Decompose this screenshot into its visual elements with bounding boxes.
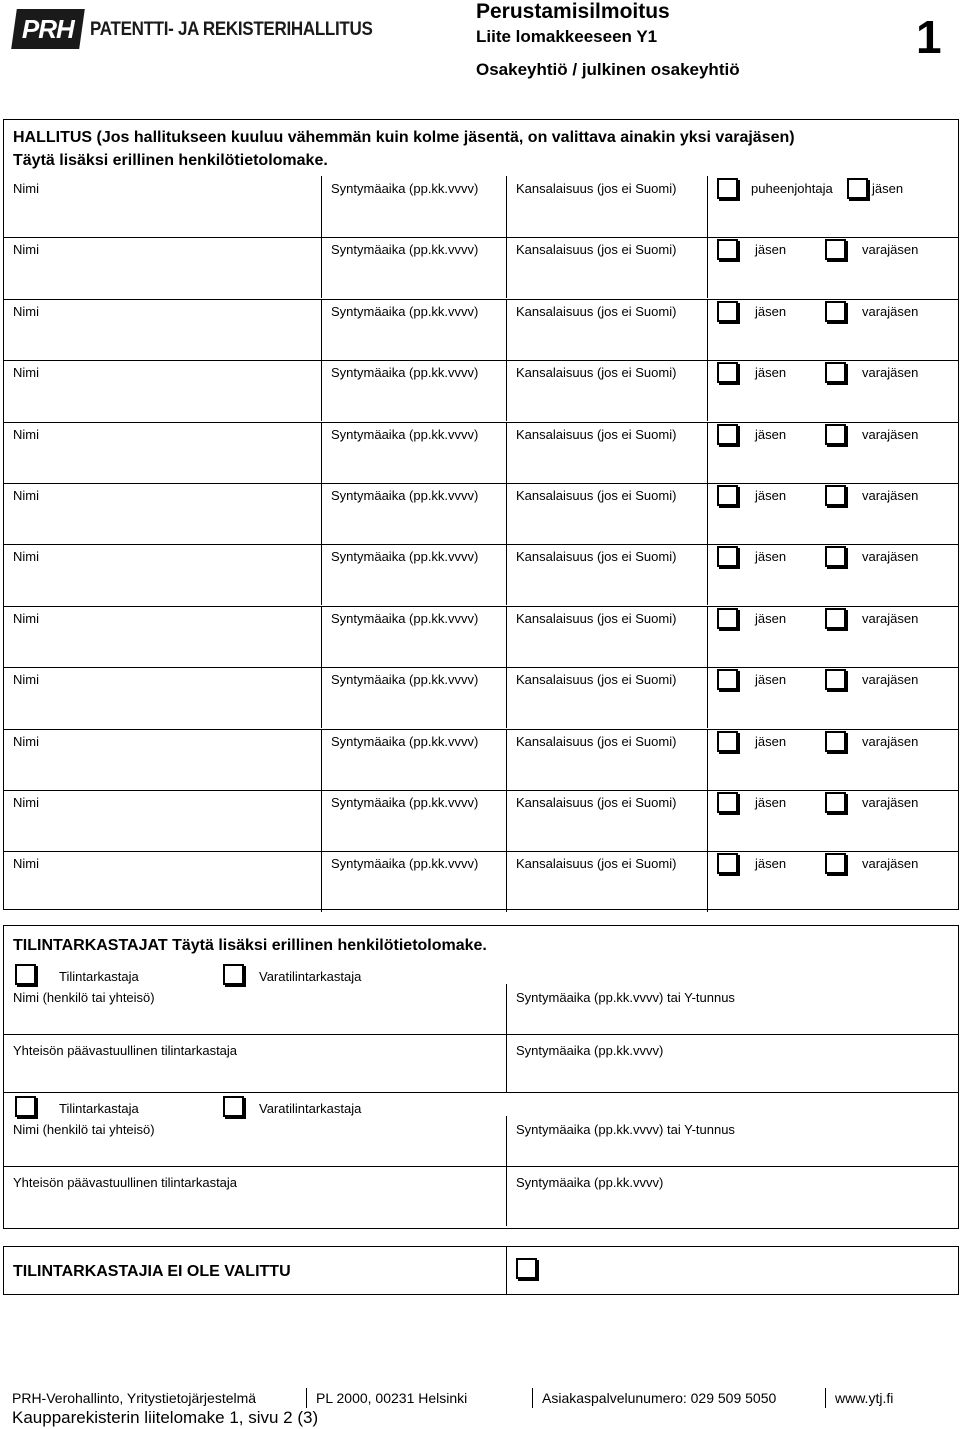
auditor-checkbox[interactable]	[15, 964, 36, 985]
deputy-member-label: varajäsen	[862, 795, 919, 810]
citizenship-label: Kansalaisuus (jos ei Suomi)	[516, 242, 677, 257]
company-type: Osakeyhtiö / julkinen osakeyhtiö	[476, 60, 740, 79]
logo-mark	[11, 9, 85, 49]
deputy-member-label: varajäsen	[862, 427, 919, 442]
auditor-birth-or-id-label: Syntymäaika (pp.kk.vvvv) tai Y-tunnus	[516, 1122, 735, 1137]
column-divider	[321, 667, 322, 728]
citizenship-label: Kansalaisuus (jos ei Suomi)	[516, 181, 677, 196]
member-label: jäsen	[755, 611, 787, 626]
footer-separator	[306, 1388, 307, 1408]
birthdate-label: Syntymäaika (pp.kk.vvvv)	[331, 242, 479, 257]
citizenship-label: Kansalaisuus (jos ei Suomi)	[516, 611, 677, 626]
footer-web[interactable]: www.ytj.fi	[835, 1390, 894, 1406]
deputy-member-label: varajäsen	[862, 365, 919, 380]
citizenship-label: Kansalaisuus (jos ei Suomi)	[516, 672, 677, 687]
form-subtitle: Liite lomakkeeseen Y1	[476, 27, 658, 46]
member-label: jäsen	[755, 488, 787, 503]
no-auditors-divider	[506, 1246, 507, 1295]
column-divider	[707, 606, 708, 667]
deputy-member-label: varajäsen	[862, 304, 919, 319]
citizenship-label: Kansalaisuus (jos ei Suomi)	[516, 304, 677, 319]
column-divider	[321, 422, 322, 483]
name-label: Nimi	[13, 549, 39, 564]
form-title: Perustamisilmoitus	[476, 0, 670, 23]
row-divider	[3, 606, 959, 607]
chairman-checkbox[interactable]	[717, 178, 738, 199]
citizenship-label: Kansalaisuus (jos ei Suomi)	[516, 795, 677, 810]
page-number: 1	[916, 11, 942, 63]
column-divider	[707, 729, 708, 790]
row-divider	[3, 483, 959, 484]
member-checkbox[interactable]	[717, 424, 738, 445]
column-divider	[321, 299, 322, 360]
column-divider	[321, 360, 322, 421]
deputy-member-label: varajäsen	[862, 488, 919, 503]
birthdate-label: Syntymäaika (pp.kk.vvvv)	[331, 795, 479, 810]
row-divider	[3, 1166, 959, 1167]
logo-mark-text: PRH	[22, 13, 74, 44]
citizenship-label: Kansalaisuus (jos ei Suomi)	[516, 856, 677, 871]
column-divider	[506, 237, 507, 298]
column-divider	[321, 851, 322, 912]
auditor-birth-or-id-label: Syntymäaika (pp.kk.vvvv) tai Y-tunnus	[516, 990, 735, 1005]
deputy-member-label: varajäsen	[862, 672, 919, 687]
column-divider	[506, 299, 507, 360]
footer-address: PL 2000, 00231 Helsinki	[316, 1390, 468, 1406]
column-divider	[506, 606, 507, 667]
principal-auditor-birth-label: Syntymäaika (pp.kk.vvvv)	[516, 1043, 664, 1058]
member-label: jäsen	[755, 365, 787, 380]
column-divider	[707, 483, 708, 544]
chairman-label: puheenjohtaja	[751, 181, 833, 196]
principal-auditor-birth-label: Syntymäaika (pp.kk.vvvv)	[516, 1175, 664, 1190]
row-divider	[3, 237, 959, 238]
member-checkbox[interactable]	[717, 792, 738, 813]
member-checkbox[interactable]	[717, 853, 738, 874]
deputy-member-checkbox[interactable]	[825, 731, 846, 752]
column-divider	[506, 176, 507, 237]
deputy-member-label: varajäsen	[862, 856, 919, 871]
column-divider	[506, 360, 507, 421]
member-checkbox[interactable]	[717, 546, 738, 567]
deputy-member-label: varajäsen	[862, 611, 919, 626]
member-label: jäsen	[755, 856, 787, 871]
deputy-auditor-checkbox[interactable]	[223, 964, 244, 985]
column-divider	[321, 729, 322, 790]
board-heading: HALLITUS (Jos hallitukseen kuuluu vähemmän kuin kolme jäsentä, on valittava ainakin yksi varajäsen)	[13, 129, 795, 146]
column-divider	[321, 483, 322, 544]
footer-org: PRH-Verohallinto, Yritystietojärjestelmä	[12, 1390, 257, 1406]
column-divider	[506, 667, 507, 728]
birthdate-label: Syntymäaika (pp.kk.vvvv)	[331, 427, 479, 442]
column-divider	[321, 606, 322, 667]
deputy-member-label: varajäsen	[862, 549, 919, 564]
birthdate-label: Syntymäaika (pp.kk.vvvv)	[331, 734, 479, 749]
auditors-heading: TILINTARKASTAJAT Täytä lisäksi erillinen henkilötietolomake.	[13, 937, 487, 954]
birthdate-label: Syntymäaika (pp.kk.vvvv)	[331, 304, 479, 319]
deputy-auditor-label: Varatilintarkastaja	[259, 1101, 362, 1116]
deputy-auditor-checkbox[interactable]	[223, 1096, 244, 1117]
name-label: Nimi	[13, 365, 39, 380]
name-label: Nimi	[13, 181, 39, 196]
deputy-member-checkbox[interactable]	[825, 792, 846, 813]
citizenship-label: Kansalaisuus (jos ei Suomi)	[516, 427, 677, 442]
column-divider	[506, 984, 507, 1092]
name-label: Nimi	[13, 795, 39, 810]
birthdate-label: Syntymäaika (pp.kk.vvvv)	[331, 365, 479, 380]
name-label: Nimi	[13, 611, 39, 626]
column-divider	[506, 851, 507, 912]
name-label: Nimi	[13, 304, 39, 319]
footer-phone: Asiakaspalvelunumero: 029 509 5050	[542, 1390, 777, 1406]
name-label: Nimi	[13, 488, 39, 503]
column-divider	[707, 790, 708, 851]
auditor-label: Tilintarkastaja	[59, 969, 139, 984]
member-label: jäsen	[755, 549, 787, 564]
column-divider	[321, 544, 322, 605]
member-checkbox[interactable]	[717, 608, 738, 629]
auditor-label: Tilintarkastaja	[59, 1101, 139, 1116]
no-auditors-checkbox[interactable]	[516, 1258, 537, 1279]
row-divider	[3, 667, 959, 668]
principal-auditor-label: Yhteisön päävastuullinen tilintarkastaja	[13, 1175, 238, 1190]
column-divider	[506, 1116, 507, 1226]
footer-form-id: Kaupparekisterin liitelomake 1, sivu 2 (3)	[12, 1408, 319, 1427]
birthdate-label: Syntymäaika (pp.kk.vvvv)	[331, 549, 479, 564]
column-divider	[707, 667, 708, 728]
member-checkbox[interactable]	[717, 239, 738, 260]
row-divider	[3, 422, 959, 423]
column-divider	[321, 790, 322, 851]
principal-auditor-label: Yhteisön päävastuullinen tilintarkastaja	[13, 1043, 238, 1058]
deputy-member-checkbox[interactable]	[825, 485, 846, 506]
column-divider	[707, 422, 708, 483]
column-divider	[506, 422, 507, 483]
row-divider	[3, 729, 959, 730]
column-divider	[707, 544, 708, 605]
auditor-name-label: Nimi (henkilö tai yhteisö)	[13, 990, 155, 1005]
deputy-member-checkbox[interactable]	[825, 546, 846, 567]
column-divider	[321, 237, 322, 298]
deputy-member-checkbox[interactable]	[825, 853, 846, 874]
board-subheading: Täytä lisäksi erillinen henkilötietolomake.	[13, 152, 328, 169]
member-checkbox[interactable]	[717, 301, 738, 322]
auditor-name-label: Nimi (henkilö tai yhteisö)	[13, 1122, 155, 1137]
deputy-member-label: varajäsen	[862, 734, 919, 749]
prh-logo	[14, 8, 373, 50]
footer-separator	[532, 1388, 533, 1408]
column-divider	[707, 176, 708, 237]
birthdate-label: Syntymäaika (pp.kk.vvvv)	[331, 611, 479, 626]
deputy-member-checkbox[interactable]	[825, 669, 846, 690]
column-divider	[707, 299, 708, 360]
deputy-auditor-label: Varatilintarkastaja	[259, 969, 362, 984]
row-divider	[3, 790, 959, 791]
deputy-member-checkbox[interactable]	[825, 362, 846, 383]
member-label: jäsen	[755, 427, 787, 442]
column-divider	[321, 176, 322, 237]
member-label: jäsen	[755, 242, 787, 257]
deputy-member-checkbox[interactable]	[825, 239, 846, 260]
deputy-member-checkbox[interactable]	[825, 301, 846, 322]
name-label: Nimi	[13, 427, 39, 442]
member-label: jäsen	[872, 181, 904, 196]
member-label: jäsen	[755, 672, 787, 687]
birthdate-label: Syntymäaika (pp.kk.vvvv)	[331, 181, 479, 196]
birthdate-label: Syntymäaika (pp.kk.vvvv)	[331, 488, 479, 503]
citizenship-label: Kansalaisuus (jos ei Suomi)	[516, 734, 677, 749]
member-checkbox[interactable]	[847, 178, 868, 199]
citizenship-label: Kansalaisuus (jos ei Suomi)	[516, 549, 677, 564]
no-auditors-label: TILINTARKASTAJIA EI OLE VALITTU	[13, 1263, 291, 1280]
column-divider	[506, 790, 507, 851]
row-divider	[3, 544, 959, 545]
name-label: Nimi	[13, 734, 39, 749]
column-divider	[707, 237, 708, 298]
birthdate-label: Syntymäaika (pp.kk.vvvv)	[331, 672, 479, 687]
member-checkbox[interactable]	[717, 362, 738, 383]
row-divider	[3, 299, 959, 300]
member-label: jäsen	[755, 734, 787, 749]
member-label: jäsen	[755, 795, 787, 810]
row-divider	[3, 360, 959, 361]
name-label: Nimi	[13, 242, 39, 257]
row-divider	[3, 851, 959, 852]
deputy-member-checkbox[interactable]	[825, 424, 846, 445]
deputy-member-checkbox[interactable]	[825, 608, 846, 629]
member-checkbox[interactable]	[717, 669, 738, 690]
column-divider	[707, 360, 708, 421]
footer-separator	[825, 1388, 826, 1408]
logo-text: PATENTTI- JA REKISTERIHALLITUS	[90, 17, 373, 40]
column-divider	[707, 851, 708, 912]
member-checkbox[interactable]	[717, 485, 738, 506]
name-label: Nimi	[13, 672, 39, 687]
column-divider	[506, 729, 507, 790]
name-label: Nimi	[13, 856, 39, 871]
column-divider	[506, 483, 507, 544]
citizenship-label: Kansalaisuus (jos ei Suomi)	[516, 365, 677, 380]
member-label: jäsen	[755, 304, 787, 319]
birthdate-label: Syntymäaika (pp.kk.vvvv)	[331, 856, 479, 871]
block-divider	[3, 1092, 959, 1093]
citizenship-label: Kansalaisuus (jos ei Suomi)	[516, 488, 677, 503]
column-divider	[506, 544, 507, 605]
member-checkbox[interactable]	[717, 731, 738, 752]
row-divider	[3, 1034, 959, 1035]
deputy-member-label: varajäsen	[862, 242, 919, 257]
auditor-checkbox[interactable]	[15, 1096, 36, 1117]
